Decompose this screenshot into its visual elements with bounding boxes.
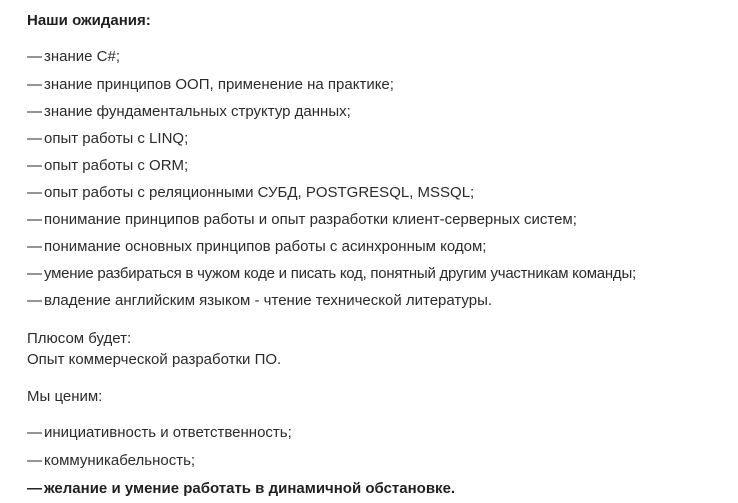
dash-bullet: — <box>27 103 42 120</box>
requirement-item <box>27 102 351 122</box>
dash-bullet: — <box>27 76 42 93</box>
value-text: коммуникабельность; <box>44 452 196 469</box>
requirement-item <box>27 129 188 149</box>
requirement-text: опыт работы с ORM; <box>44 157 189 174</box>
dash-bullet: — <box>27 238 42 255</box>
dash-bullet: — <box>27 184 42 201</box>
requirement-item <box>27 264 636 284</box>
requirement-text: знание принципов ООП, применение на практике; <box>44 76 394 93</box>
dash-bullet: — <box>27 480 42 497</box>
dash-bullet: — <box>27 292 42 309</box>
requirement-item <box>27 47 120 67</box>
value-text: инициативность и ответственность; <box>44 424 292 441</box>
value-item <box>27 451 195 471</box>
dash-bullet: — <box>27 130 42 147</box>
plus-label: Плюсом будет: <box>27 330 132 347</box>
dash-bullet: — <box>27 265 42 282</box>
requirement-text: умение разбираться в чужом коде и писать код, понятный другим участникам команды; <box>44 265 636 282</box>
value-item <box>27 423 292 443</box>
values-heading: Мы ценим: <box>27 388 103 405</box>
requirement-item <box>27 183 474 203</box>
requirement-text: понимание основных принципов работы с асинхронным кодом; <box>44 238 487 255</box>
dash-bullet: — <box>27 157 42 174</box>
requirement-text: опыт работы с реляционными СУБД, POSTGRESQL, MSSQL; <box>44 184 475 201</box>
plus-text: Опыт коммерческой разработки ПО. <box>27 351 282 368</box>
dash-bullet: — <box>27 48 42 65</box>
requirement-text: владение английским языком - чтение технической литературы. <box>44 292 493 309</box>
requirement-text: знание фундаментальных структур данных; <box>44 103 351 120</box>
requirement-item <box>27 237 486 257</box>
requirement-item <box>27 291 492 311</box>
value-text: желание и умение работать в динамичной обстановке. <box>44 480 456 497</box>
requirement-item <box>27 210 577 230</box>
requirement-item <box>27 75 394 95</box>
dash-bullet: — <box>27 424 42 441</box>
heading-expectations: Наши ожидания: <box>27 12 151 29</box>
requirement-text: знание C#; <box>44 48 121 65</box>
requirement-text: понимание принципов работы и опыт разработки клиент-серверных систем; <box>44 211 577 228</box>
requirement-item <box>27 156 188 176</box>
dash-bullet: — <box>27 211 42 228</box>
dash-bullet: — <box>27 452 42 469</box>
requirement-text: опыт работы с LINQ; <box>44 130 189 147</box>
value-item <box>27 479 455 499</box>
